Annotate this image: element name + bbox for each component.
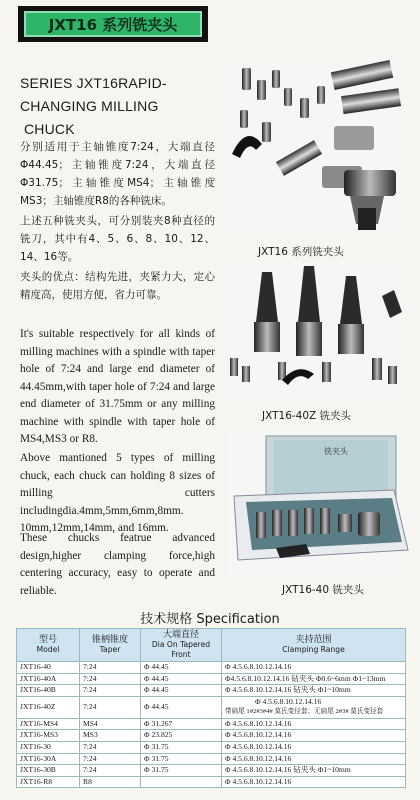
spec-header-row xyxy=(17,629,406,662)
cell-taper: 7:24 xyxy=(80,685,141,697)
cell-model: JXT16-40Z xyxy=(17,696,80,718)
title-line-1: SERIES JXT16RAPID- xyxy=(20,75,167,91)
title-line-2: CHANGING MILLING xyxy=(20,98,159,114)
chinese-paragraph-2: 上述五种铣夹头，可分别装夹8种直径的铣刀，其中有4、5、6、8、10、12、14、16等。 xyxy=(20,215,215,263)
table-row xyxy=(17,753,406,765)
title-banner xyxy=(18,6,208,42)
cell-range: Φ 4.5.6.8.10.12.14.16 xyxy=(222,776,406,788)
cell-dia: Φ 44.45 xyxy=(141,673,222,685)
cell-dia: Φ 31.75 xyxy=(141,765,222,777)
chinese-paragraph-1: 分别适用于主轴锥度7:24，大端直径Φ44.45；主轴锥度7:24，大端直径Φ31.75；主轴锥度MS4；主轴锥度MS3；主轴锥度R8的各种铣床。 xyxy=(20,141,215,207)
english-paragraph-1: It's suitable respectively for all kinds of milling machines with a spindle with taper hole of 7:24 and large end diameter of 44.45mm,with taper hole of 7:24 and large end diameter of 31.75mm or any milling machine with spindle with taper hole of MS4,MS3 or R8. xyxy=(20,328,215,445)
chinese-paragraph-3: 夹头的优点：结构先进，夹紧力大，定心精度高，使用方便，省力可靠。 xyxy=(20,271,215,301)
cell-range: Φ4.5.6.8.10.12.14.16 钻夹头 Φ0.6~6mm Φ1~13mm xyxy=(222,673,406,685)
cell-range: Φ 4.5.6.8.10.12.14.16 xyxy=(222,741,406,753)
english-paragraph-2: Above mantioned 5 types of milling chuck, each chuck can holding 8 sizes of milling cutters includingdia.4mm,5mm,6mm,8mm. 10mm,12mm,14mm, and 16mm. xyxy=(20,452,215,534)
cell-dia: Φ 44.45 xyxy=(141,696,222,718)
cell-model: JXT16-30A xyxy=(17,753,80,765)
cell-taper: R8 xyxy=(80,776,141,788)
cell-dia: Φ 31.75 xyxy=(141,741,222,753)
cell-model: JXT16-MS4 xyxy=(17,718,80,730)
banner-title: JXT16 系列铣夹头 xyxy=(24,11,202,37)
cell-range: Φ 4.5.6.8.10.12.14.16 xyxy=(222,753,406,765)
cell-model: JXT16-30B xyxy=(17,765,80,777)
col-taper: 锥柄锥度 Taper xyxy=(80,629,141,662)
table-row xyxy=(17,673,406,685)
table-row xyxy=(17,662,406,674)
cell-model: JXT16-40B xyxy=(17,685,80,697)
cell-taper: 7:24 xyxy=(80,765,141,777)
cell-taper: MS3 xyxy=(80,730,141,742)
cell-taper: 7:24 xyxy=(80,753,141,765)
cell-range-line-2: 带扁尾 1#2#3#4# 莫氏变径套；无扁尾 2#3# 莫氏变径套 xyxy=(225,708,384,716)
col-range: 夹持范围 Clamping Range xyxy=(222,629,406,662)
english-title xyxy=(20,72,210,141)
cell-dia xyxy=(141,776,222,788)
cell-taper: 7:24 xyxy=(80,696,141,718)
table-row xyxy=(17,730,406,742)
cell-taper: 7:24 xyxy=(80,662,141,674)
cell-model: JXT16-40A xyxy=(17,673,80,685)
chuck-40-boxed-set-photo xyxy=(226,432,412,576)
cell-taper: MS4 xyxy=(80,718,141,730)
photo-3-caption: JXT16-40 铣夹头 xyxy=(282,584,364,596)
table-row xyxy=(17,718,406,730)
cell-dia: Φ 31.267 xyxy=(141,718,222,730)
cell-dia: Φ 31.75 xyxy=(141,753,222,765)
chuck-series-photo xyxy=(222,58,412,238)
cell-dia: Φ 44.45 xyxy=(141,662,222,674)
spec-heading: 技术规格 Specification xyxy=(140,612,280,627)
table-row xyxy=(17,776,406,788)
cell-model: JXT16-MS3 xyxy=(17,730,80,742)
cell-dia: Φ 23.825 xyxy=(141,730,222,742)
title-line-3: CHUCK xyxy=(24,121,75,137)
table-row xyxy=(17,696,406,718)
cell-range-line-1: Φ 4.5.6.8.10.12.14.16 xyxy=(255,697,322,707)
photo-2-caption: JXT16-40Z 铣夹头 xyxy=(262,410,352,422)
cell-taper: 7:24 xyxy=(80,741,141,753)
cell-model: JXT16-40 xyxy=(17,662,80,674)
table-row xyxy=(17,685,406,697)
cell-range: Φ 4.5.6.8.10.12.14.16 钻夹头 Φ1~10mm xyxy=(222,685,406,697)
cell-range: Φ 4.5.6.8.10.12.14.16 xyxy=(222,718,406,730)
photo-1-caption: JXT16 系列铣夹头 xyxy=(258,246,344,258)
cell-model: JXT16-30 xyxy=(17,741,80,753)
cell-range: Φ 4.5.6.8.10.12.14.16 xyxy=(222,730,406,742)
table-row xyxy=(17,741,406,753)
box-lid-label: 铣夹头 xyxy=(324,447,348,456)
table-row xyxy=(17,765,406,777)
cell-model: JXT16-R8 xyxy=(17,776,80,788)
cell-dia: Φ 44.45 xyxy=(141,685,222,697)
cell-taper: 7:24 xyxy=(80,673,141,685)
cell-range xyxy=(222,696,406,718)
col-model: 型号 Model xyxy=(17,629,80,662)
english-paragraph-3: These chucks featrue advanced design,higher clamping force,high centering accuracy, easy to operate and reliable. xyxy=(20,532,215,597)
spec-table xyxy=(16,628,406,788)
col-dia: 大端直径 Dia On Tapered Front xyxy=(141,629,222,662)
cell-range: Φ 4.5.6.8.10.12.14.16 钻夹头 Φ1~10mm xyxy=(222,765,406,777)
cell-range: Φ 4.5.6.8.10.12.14.16 xyxy=(222,662,406,674)
chuck-40z-photo xyxy=(222,262,412,402)
